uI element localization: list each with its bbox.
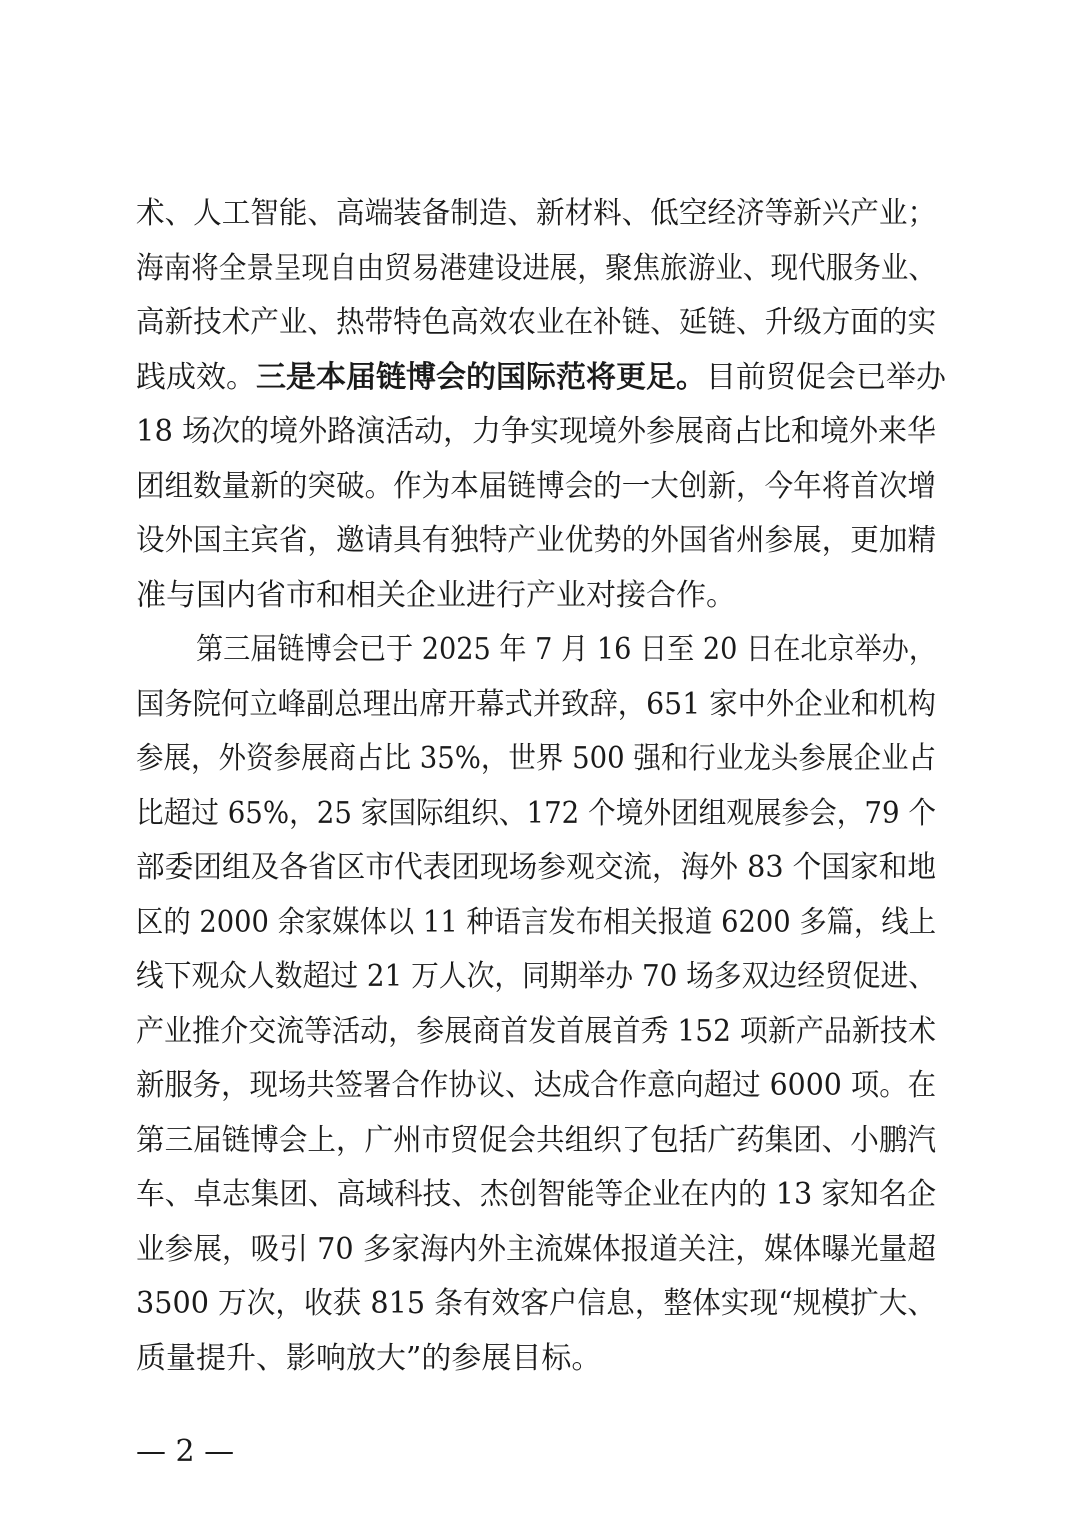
text-line: 线下观众人数超过 21 万人次，同期举办 70 场多双边经贸促进、 xyxy=(136,959,937,994)
text-line: 3500 万次，收获 815 条有效客户信息，整体实现“规模扩大、 xyxy=(136,1286,937,1321)
text-line: 准与国内省市和相关企业进行产业对接合作。 xyxy=(136,577,736,613)
text-line: 业参展，吸引 70 多家海内外主流媒体报道关注，媒体曝光量超 xyxy=(136,1231,936,1267)
text-line: 部委团组及各省区市代表团现场参观交流，海外 83 个国家和地 xyxy=(136,850,936,885)
paragraph-1 xyxy=(136,187,946,623)
page-number: — 2 — xyxy=(136,1434,235,1469)
text-line: 术、人工智能、高端装备制造、新材料、低空经济等新兴产业； xyxy=(136,196,937,231)
text-line: 车、卓志集团、高域科技、杰创智能等企业在内的 13 家知名企 xyxy=(136,1177,936,1212)
text-line: 区的 2000 余家媒体以 11 种语言发布相关报道 6200 多篇，线上 xyxy=(136,904,937,940)
bold-highlight: 三是本届链博会的国际范将更足。 xyxy=(256,359,706,395)
text-line: 第三届链博会已于 2025 年 7 月 16 日至 20 日在北京举办， xyxy=(196,632,937,667)
text-line: 第三届链博会上，广州市贸促会共组织了包括广药集团、小鹏汽 xyxy=(136,1122,937,1158)
text-line: 践成效。 三是本届链博会的国际范将更足。 目前贸促会已举办 xyxy=(136,351,936,406)
text-line: 新服务，现场共签署合作协议、达成合作意向超过 6000 项。在 xyxy=(136,1068,937,1103)
text-line: 参展，外资参展商占比 35%，世界 500 强和行业龙头参展企业占 xyxy=(136,741,936,776)
text-line: 产业推介交流等活动，参展商首发首展首秀 152 项新产品新技术 xyxy=(136,1013,936,1049)
text-line: 18 场次的境外路演活动，力争实现境外参展商占比和境外来华 xyxy=(136,414,936,449)
text-line: 比超过 65%，25 家国际组织、172 个境外团组观展参会，79 个 xyxy=(136,795,937,831)
text-line: 团组数量新的突破。作为本届链博会的一大创新，今年将首次增 xyxy=(136,468,937,504)
text-line: 质量提升、影响放大”的参展目标。 xyxy=(136,1340,602,1376)
text-line: 海南将全景呈现自由贸易港建设进展，聚焦旅游业、现代服务业、 xyxy=(136,250,936,286)
text-line: 设外国主宾省，邀请具有独特产业优势的外国省州参展，更加精 xyxy=(136,523,937,558)
paragraph-2 xyxy=(136,623,936,1386)
text-line: 高新技术产业、热带特色高效农业在补链、延链、升级方面的实 xyxy=(136,305,937,340)
body-text xyxy=(136,187,946,1386)
text-line: 国务院何立峰副总理出席开幕式并致辞，651 家中外企业和机构 xyxy=(136,686,936,722)
